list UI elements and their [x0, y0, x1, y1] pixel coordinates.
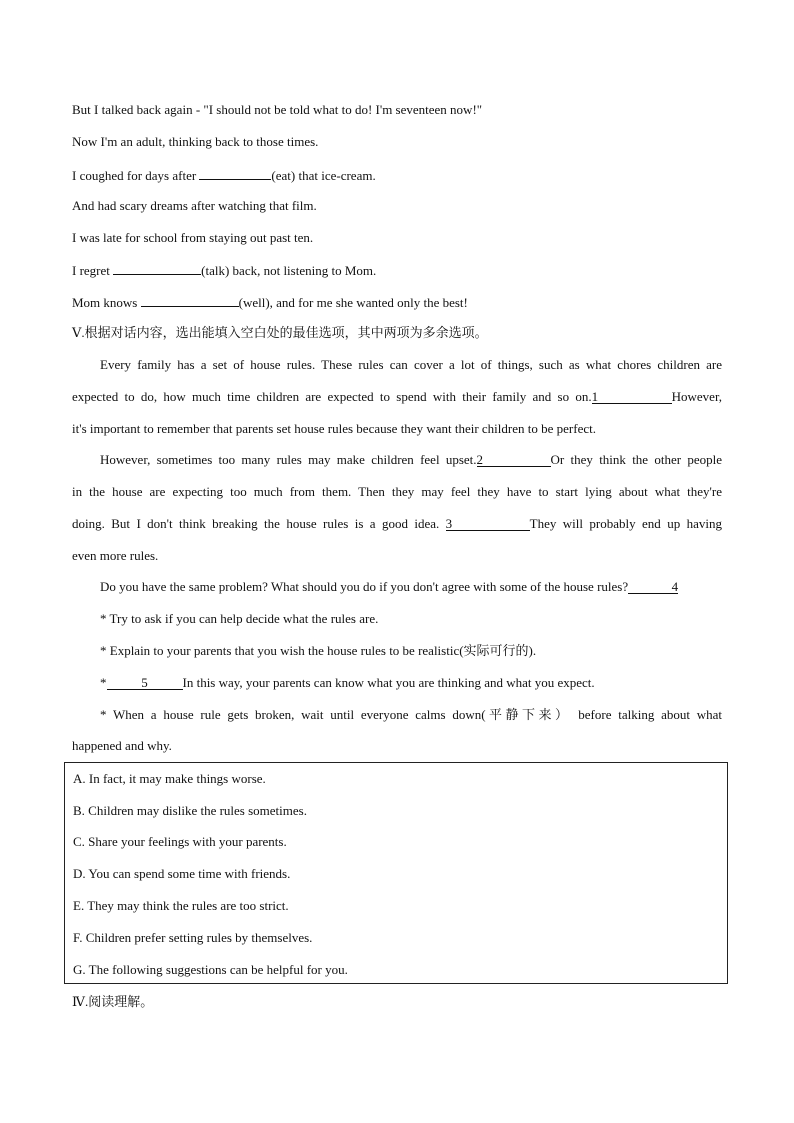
paragraph-line: [100, 579, 678, 595]
paragraph-text: Do you have the same problem? What should you do if you don't agree with some of the house rules?: [100, 579, 629, 594]
fill-blank-talk[interactable]: [113, 261, 201, 275]
option-g[interactable]: G. The following suggestions can be helpful for you.: [73, 962, 348, 977]
paragraph-line: [72, 389, 722, 405]
section-heading: Ⅴ.根据对话内容，选出能填入空白处的最佳选项，其中两项为多余选项。: [72, 325, 488, 340]
poem-text: (eat) that ice-cream.: [271, 168, 376, 183]
bullet-line: * Try to ask if you can help decide what the rules are.: [100, 611, 379, 626]
blank-number: 3: [445, 516, 453, 531]
blank-number: 4: [671, 579, 679, 594]
poem-text: Mom knows: [72, 295, 141, 310]
paragraph-text: They will probably end up having: [529, 516, 722, 531]
section-heading: Ⅳ.阅读理解。: [72, 994, 154, 1009]
option-f[interactable]: F. Children prefer setting rules by themselves.: [73, 930, 313, 945]
bullet-line: happened and why.: [72, 738, 172, 753]
poem-line: And had scary dreams after watching that film.: [72, 198, 317, 213]
bullet-line: * Explain to your parents that you wish the house rules to be realistic(实际可行的).: [100, 643, 537, 658]
paragraph-line: in the house are expecting too much from them. Then they may feel they have to start lying about what they're: [72, 484, 722, 499]
paragraph-text: doing. But I don't think breaking the house rules is a good idea.: [72, 516, 446, 531]
poem-line: [72, 261, 376, 279]
paragraph-line: [72, 516, 722, 532]
paragraph-text: However, sometimes too many rules may make children feel upset.: [100, 452, 477, 467]
paragraph-line: even more rules.: [72, 548, 159, 563]
poem-text: (well), and for me she wanted only the best!: [238, 295, 468, 310]
option-d[interactable]: D. You can spend some time with friends.: [73, 866, 291, 881]
poem-text: I regret: [72, 263, 114, 278]
paragraph-text: Or they think the other people: [550, 452, 722, 467]
poem-line: [72, 166, 376, 184]
blank-number: 1: [591, 389, 599, 404]
bullet-text: *: [100, 675, 107, 690]
options-box: [64, 762, 728, 984]
poem-text: (talk) back, not listening to Mom.: [201, 263, 377, 278]
option-c[interactable]: C. Share your feelings with your parents.: [73, 834, 287, 849]
fill-blank-well[interactable]: [141, 293, 239, 307]
answer-blank-3[interactable]: [446, 517, 530, 531]
poem-line: But I talked back again - "I should not be told what to do! I'm seventeen now!": [72, 102, 483, 117]
bullet-line: [100, 675, 595, 691]
answer-blank-1[interactable]: [592, 390, 672, 404]
bullet-line: * When a house rule gets broken, wait until everyone calms down(平静下来） before talking about what: [100, 707, 722, 722]
paragraph-text: expected to do, how much time children are expected to spend with their family and so on.: [72, 389, 592, 404]
answer-blank-4[interactable]: [628, 580, 678, 594]
option-b[interactable]: B. Children may dislike the rules sometimes.: [73, 803, 307, 818]
paragraph-line: [100, 452, 722, 468]
poem-line: [72, 293, 468, 311]
poem-line: I was late for school from staying out past ten.: [72, 230, 314, 245]
option-a[interactable]: A. In fact, it may make things worse.: [73, 771, 266, 786]
paragraph-line: it's important to remember that parents set house rules because they want their children to be perfect.: [72, 421, 596, 436]
poem-text: I coughed for days after: [72, 168, 200, 183]
poem-line: Now I'm an adult, thinking back to those times.: [72, 134, 319, 149]
option-e[interactable]: E. They may think the rules are too strict.: [73, 898, 289, 913]
blank-number: 5: [141, 675, 148, 690]
answer-blank-5[interactable]: [107, 676, 183, 690]
blank-number: 2: [476, 452, 484, 467]
paragraph-text: However,: [671, 389, 722, 404]
answer-blank-2[interactable]: [477, 453, 551, 467]
bullet-text: In this way, your parents can know what you are thinking and what you expect.: [182, 675, 595, 690]
paragraph-line: Every family has a set of house rules. These rules can cover a lot of things, such as what chores children are: [100, 357, 722, 372]
fill-blank-eat[interactable]: [199, 166, 271, 180]
